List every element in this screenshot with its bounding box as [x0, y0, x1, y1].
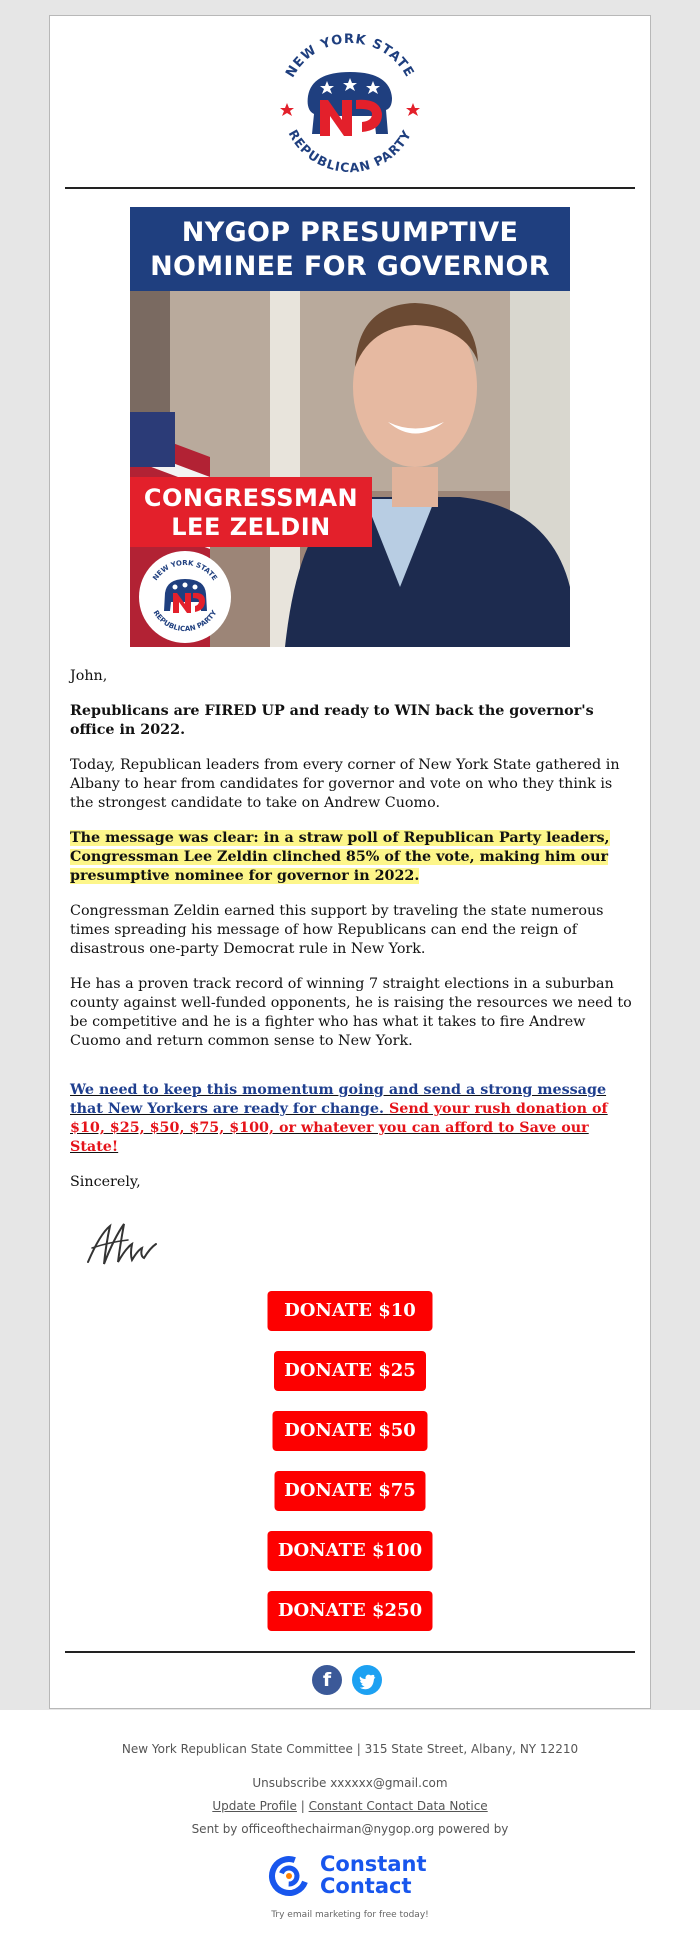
hero-banner-line1: NYGOP PRESUMPTIVE [181, 217, 519, 248]
logo-star-right [406, 103, 420, 116]
email-card [49, 15, 651, 1709]
logo-star-left [280, 103, 294, 116]
cta-blue-link[interactable]: We need to keep this momentum going and send a strong message that New Yorkers are ready for change. [70, 1082, 607, 1117]
paragraph-1: Today, Republican leaders from every corner of New York State gathered in Albany to hear from candidates for governor and vote on who they think is the strongest candidate to take on Andrew Cuomo. [70, 757, 620, 811]
closing: Sincerely, [70, 1174, 141, 1190]
hero-name-line2: LEE ZELDIN [171, 513, 331, 541]
twitter-bird-glyph [352, 1665, 382, 1695]
hero-name-line1: CONGRESSMAN [143, 484, 359, 512]
cc-tagline: Try email marketing for free today! [271, 1910, 429, 1920]
intro-paragraph: Republicans are FIRED UP and ready to WIN back the governor's office in 2022. [70, 703, 594, 738]
hero-banner-line2: NOMINEE FOR GOVERNOR [150, 251, 550, 282]
donate-75-button[interactable]: DONATE $75 [275, 1471, 426, 1511]
divider-top [65, 187, 635, 189]
logo-arc-top: NEW YORK STATE [283, 31, 417, 81]
unsubscribe-link[interactable]: Unsubscribe [252, 1776, 327, 1790]
logo-svg [50, 24, 650, 184]
cc-wordmark [320, 1853, 427, 1897]
highlight-paragraph: The message was clear: in a straw poll of Republican Party leaders, Congressman Lee Zeldin clinched 85% of the vote, making him our presumptive nominee for governor in 2022. [70, 830, 610, 884]
letter-body [70, 667, 632, 1208]
twitter-icon[interactable] [352, 1665, 382, 1695]
unsubscribe-email: xxxxxx@gmail.com [330, 1776, 448, 1790]
footer-unsubscribe-line [0, 1776, 700, 1790]
badge-arc-top: NEW YORK STATE [151, 559, 219, 583]
donate-25-button[interactable]: DONATE $25 [274, 1351, 426, 1391]
paragraph-2: Congressman Zeldin earned this support by traveling the state numerous times spreading his message of how Republicans can end the reign of disastrous one-party Democrat rule in New York. [70, 903, 604, 957]
divider-bottom [65, 1651, 635, 1653]
footer-links-line [0, 1799, 700, 1813]
donate-100-button[interactable]: DONATE $100 [268, 1531, 433, 1571]
data-notice-link[interactable]: Constant Contact Data Notice [308, 1799, 488, 1813]
badge-arc-bottom: REPUBLICAN PARTY [151, 608, 219, 634]
constant-contact-swirl-icon [268, 1855, 310, 1897]
donate-50-button[interactable]: DONATE $50 [273, 1411, 428, 1451]
hero-logo-badge [135, 547, 235, 647]
greeting: John, [70, 668, 108, 684]
footer-address: New York Republican State Committee | 315 State Street, Albany, NY 12210 [121, 1742, 579, 1756]
footer-sent-by: Sent by officeofthechairman@nygop.org powered by [191, 1822, 509, 1836]
facebook-icon[interactable]: f [312, 1665, 342, 1695]
hero-image [130, 207, 570, 647]
constant-contact-logo[interactable] [268, 1853, 436, 1903]
cta-red-link[interactable]: Send your rush donation of $10, $25, $50, $75, $100, or whatever you can afford to Save our State! [70, 1101, 608, 1155]
hero-banner [130, 207, 570, 291]
donate-250-button[interactable]: DONATE $250 [268, 1591, 433, 1631]
cc-wordmark-line2: Contact [320, 1874, 412, 1898]
call-to-action [70, 1081, 632, 1157]
footer [0, 1710, 700, 1942]
donate-10-button[interactable]: DONATE $10 [268, 1291, 433, 1331]
cc-wordmark-line1: Constant [320, 1852, 427, 1876]
elephant-icon [308, 72, 392, 136]
nygop-logo [50, 24, 650, 184]
paragraph-3: He has a proven track record of winning 7 straight elections in a suburban county against well-funded opponents, he is raising the resources we need to be competitive and he is a fighter who has what it takes to fire Andrew Cuomo and return common sense to New York. [70, 976, 632, 1049]
logo-arc-bottom: REPUBLICAN PARTY [285, 127, 415, 176]
update-profile-link[interactable]: Update Profile [212, 1799, 297, 1813]
hero-name-label [130, 477, 372, 547]
signature-image [80, 1204, 180, 1274]
footer-separator: | [300, 1799, 305, 1813]
